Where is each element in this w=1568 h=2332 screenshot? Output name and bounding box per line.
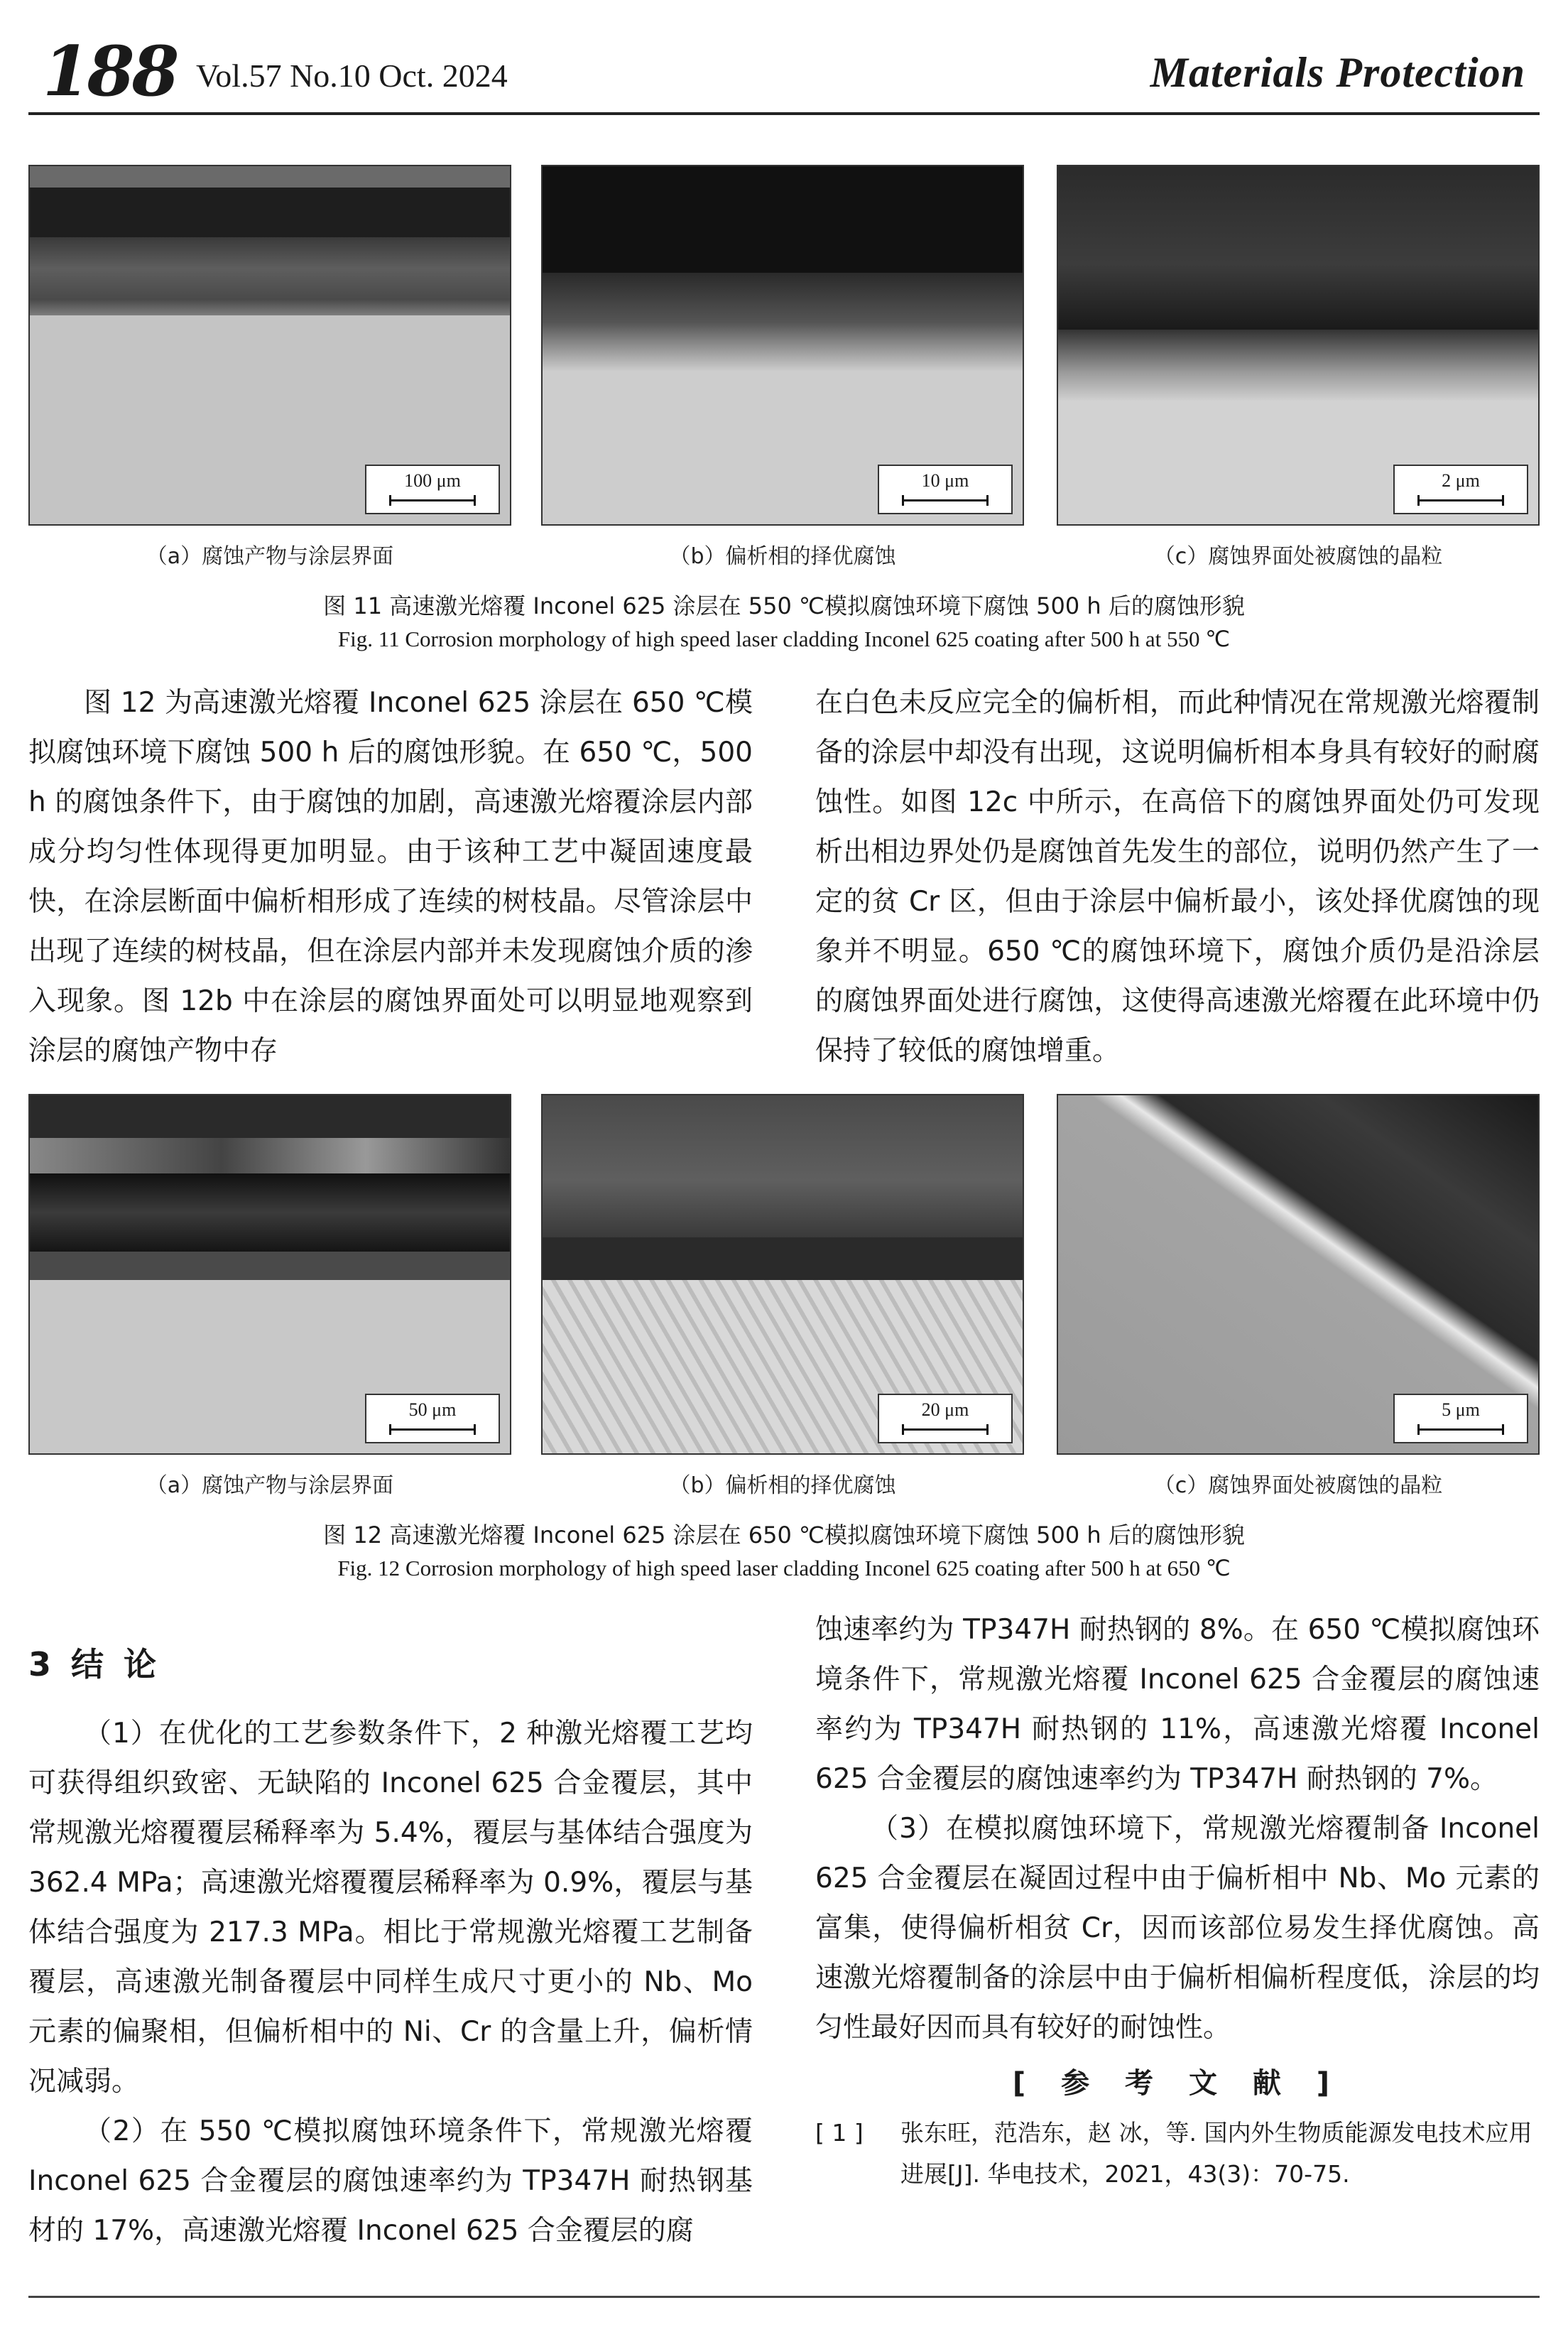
subcaption-12b: （b）偏析相的择优腐蚀: [669, 1473, 896, 1498]
page-header: [28, 24, 1540, 116]
conclusion-right-column: [815, 1605, 1540, 2195]
page-number: 188: [43, 31, 177, 112]
paragraph: （1）在优化的工艺参数条件下，2 种激光熔覆工艺均可获得组织致密、无缺陷的 Inconel 625 合金覆层，其中常规激光熔覆覆层稀释率为 5.4%，覆层与基体结合强度为 362.4 MPa；高速激光熔覆覆层稀释率为 0.9%，覆层与基体结合强度为 217.3 MPa。相比于常规激光熔覆工艺制备覆层，高速激光制备覆层中同样生成尺寸更小的 Nb、Mo 元素的偏聚相，但偏析相中的 Ni、Cr 的含量上升，偏析情况减弱。: [28, 1718, 753, 2098]
subcaption-12c: （c）腐蚀界面处被腐蚀的晶粒: [1153, 1473, 1443, 1498]
subcaption-11c: （c）腐蚀界面处被腐蚀的晶粒: [1153, 544, 1443, 569]
micrograph-12a: [28, 1094, 511, 1455]
reference-item: [815, 2113, 1540, 2195]
reference-number: [ 1 ]: [815, 2119, 864, 2147]
bottom-rule: [28, 2296, 1540, 2298]
subcaption-11b: （b）偏析相的择优腐蚀: [669, 544, 896, 569]
paragraph: 图 12 为高速激光熔覆 Inconel 625 涂层在 650 ℃模拟腐蚀环境下腐蚀 500 h 后的腐蚀形貌。在 650 ℃，500 h 的腐蚀条件下，由于腐蚀的加剧，高速激光熔覆涂层内部成分均匀性体现得更加明显。由于该种工艺中凝固速度最快，在涂层断面中偏析相形成了连续的树枝晶。尽管涂层中出现了连续的树枝晶，但在涂层内部并未发现腐蚀介质的渗入现象。图 12b 中在涂层的腐蚀界面处可以明显地观察到涂层的腐蚀产物中存: [28, 687, 753, 1067]
micrograph-11b: [541, 165, 1024, 526]
conclusion-left-column: [28, 1627, 753, 2256]
paragraph: 蚀速率约为 TP347H 耐热钢的 8%。在 650 ℃模拟腐蚀环境条件下，常规激光熔覆 Inconel 625 合金覆层的腐蚀速率约为 TP347H 耐热钢的 11%，高速激光熔覆 Inconel 625 合金覆层的腐蚀速率约为 TP347H 耐热钢的 7%。: [815, 1614, 1540, 1795]
paragraph: （2）在 550 ℃模拟腐蚀环境条件下，常规激光熔覆 Inconel 625 合金覆层的腐蚀速率约为 TP347H 耐热钢基材的 17%，高速激光熔覆 Inconel 625 合金覆层的腐: [28, 2115, 753, 2247]
body-left-column: [28, 678, 753, 1076]
section-heading: 3 结 论: [28, 1645, 161, 1683]
paragraph: （3）在模拟腐蚀环境下，常规激光熔覆制备 Inconel 625 合金覆层在凝固过程中由于偏析相中 Nb、Mo 元素的富集，使得偏析相贫 Cr，因而该部位易发生择优腐蚀。高速激光熔覆制备的涂层中由于偏析相偏析程度低，涂层的均匀性最好因而具有较好的耐蚀性。: [815, 1813, 1540, 2044]
micrograph-11c: [1057, 165, 1540, 526]
figure-11-caption-en: Fig. 11 Corrosion morphology of high speed laser cladding Inconel 625 coating after 500 h at 550 ℃: [337, 627, 1231, 651]
references-heading: [ 参 考 文 献 ]: [1012, 2067, 1343, 2100]
subcaption-12a: （a）腐蚀产物与涂层界面: [146, 1473, 394, 1498]
figure-11-caption-cn: 图 11 高速激光熔覆 Inconel 625 涂层在 550 ℃模拟腐蚀环境下腐蚀 500 h 后的腐蚀形貌: [323, 592, 1245, 619]
micrograph-11a: [28, 165, 511, 526]
micrograph-12c: [1057, 1094, 1540, 1455]
body-right-column: [815, 678, 1540, 1076]
journal-title: Materials Protection: [1150, 49, 1525, 96]
figure-12-caption-cn: 图 12 高速激光熔覆 Inconel 625 涂层在 650 ℃模拟腐蚀环境下腐蚀 500 h 后的腐蚀形貌: [323, 1522, 1245, 1549]
reference-text: 张东旺，范浩东，赵 冰，等. 国内外生物质能源发电技术应用进展[J]. 华电技术，2021，43(3)：70-75.: [900, 2119, 1532, 2188]
scale-bar-11a: 100 μm: [365, 465, 500, 514]
issue-info: Vol.57 No.10 Oct. 2024: [196, 58, 508, 94]
scale-bar-12a: 50 μm: [365, 1394, 500, 1443]
scale-bar-12b: 20 μm: [878, 1394, 1013, 1443]
scale-bar-12c: 5 μm: [1393, 1394, 1528, 1443]
scale-bar-11c: 2 μm: [1393, 465, 1528, 514]
micrograph-12b: [541, 1094, 1024, 1455]
subcaption-11a: （a）腐蚀产物与涂层界面: [146, 544, 394, 569]
figure-12-caption-en: Fig. 12 Corrosion morphology of high speed laser cladding Inconel 625 coating after 500 h at 650 ℃: [337, 1556, 1231, 1580]
scale-bar-11b: 10 μm: [878, 465, 1013, 514]
paragraph: 在白色未反应完全的偏析相，而此种情况在常规激光熔覆制备的涂层中却没有出现，这说明偏析相本身具有较好的耐腐蚀性。如图 12c 中所示，在高倍下的腐蚀界面处仍可发现析出相边界处仍是腐蚀首先发生的部位，说明仍然产生了一定的贫 Cr 区，但由于涂层中偏析最小，该处择优腐蚀的现象并不明显。650 ℃的腐蚀环境下，腐蚀介质仍是沿涂层的腐蚀界面处进行腐蚀，这使得高速激光熔覆在此环境中仍保持了较低的腐蚀增重。: [815, 687, 1540, 1067]
header-rule: [28, 112, 1540, 115]
